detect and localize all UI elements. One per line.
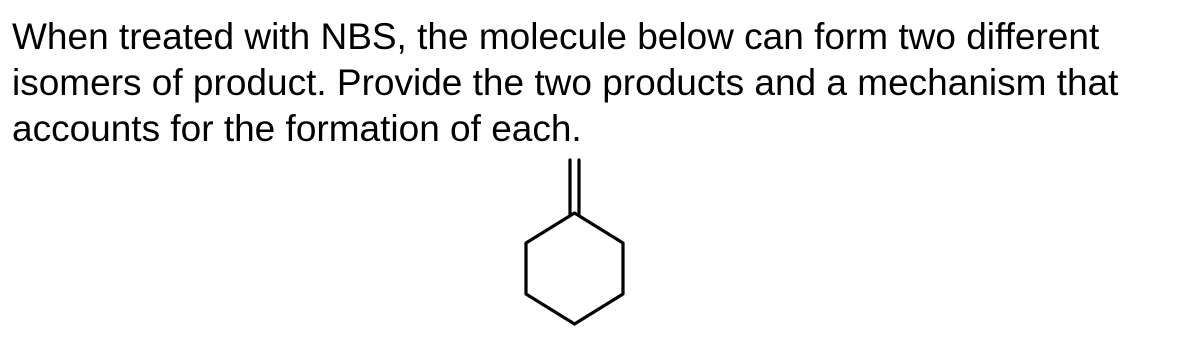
question-line-3: accounts for the formation of each. [12,108,582,149]
question-text [12,14,1197,152]
cyclohexane-ring [526,213,623,324]
question-line-1: When treated with NBS, the molecule below can form two different [12,16,1100,57]
question-line-2: isomers of product. Provide the two products and a mechanism that [12,62,1119,103]
